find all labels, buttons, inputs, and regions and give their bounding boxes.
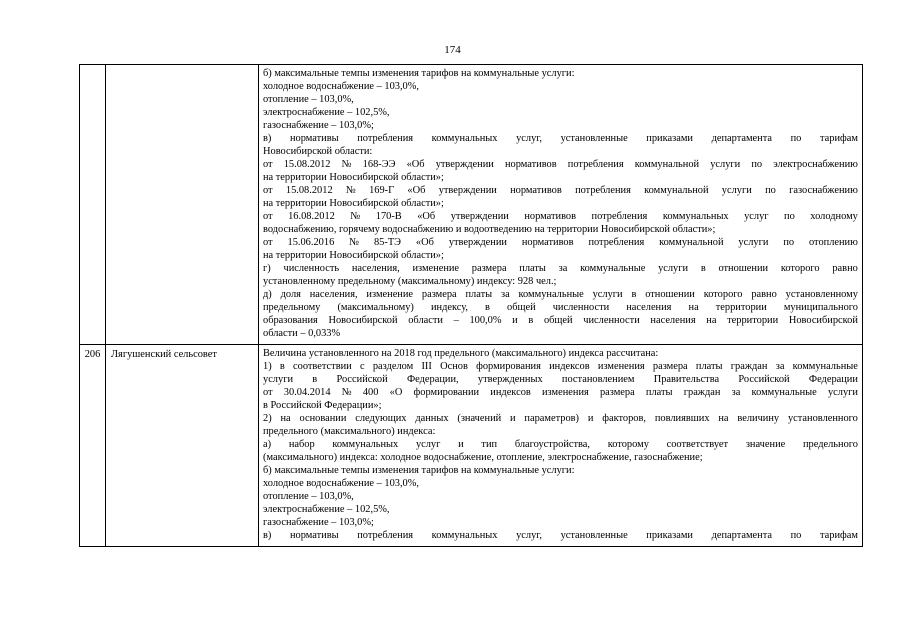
document-table bbox=[79, 64, 863, 547]
text-line: б) максимальные темпы изменения тарифов на коммунальные услуги: bbox=[263, 465, 575, 476]
text-line: на территории Новосибирской области»; bbox=[263, 198, 444, 209]
text-line: водоснабжению, горячему водоснабжению и водоотведению на территории Новосибирской области»; bbox=[263, 224, 716, 235]
text-line: электроснабжение – 102,5%, bbox=[263, 107, 390, 118]
row-number-cell: 206 bbox=[80, 345, 106, 547]
text-line: газоснабжение – 103,0%; bbox=[263, 120, 374, 131]
text-line: электроснабжение – 102,5%, bbox=[263, 504, 390, 515]
municipality-name-cell bbox=[106, 65, 259, 345]
text-line: отопление – 103,0%, bbox=[263, 94, 354, 105]
text-line: от 15.06.2016 № 85-ТЭ «Об утверждении нормативов потребления коммунальной услуги по отоплению bbox=[263, 237, 858, 248]
text-line: (максимального) индекса: холодное водоснабжение, отопление, электроснабжение, газоснабжение; bbox=[263, 452, 703, 463]
text-line: услуги в Российской Федерации, утвержденных постановлением Правительства Российской Федерации bbox=[263, 374, 858, 385]
row-number-cell bbox=[80, 65, 106, 345]
table-row bbox=[80, 345, 863, 547]
text-line: на территории Новосибирской области»; bbox=[263, 172, 444, 183]
text-line: газоснабжение – 103,0%; bbox=[263, 517, 374, 528]
text-line: в) нормативы потребления коммунальных услуг, установленные приказами департамента по тарифам bbox=[263, 133, 858, 144]
text-line: б) максимальные темпы изменения тарифов на коммунальные услуги: bbox=[263, 68, 575, 79]
text-line: установленному предельному (максимальному) индексу: 928 чел.; bbox=[263, 276, 557, 287]
details-cell bbox=[259, 345, 863, 547]
text-line: д) доля населения, изменение размера платы за коммунальные услуги в отношении которого равно установленному bbox=[263, 289, 858, 300]
municipality-name-cell: Лягушенский сельсовет bbox=[106, 345, 259, 547]
text-line: в Российской Федерации»; bbox=[263, 400, 382, 411]
text-line: г) численность населения, изменение размера платы за коммунальные услуги в отношении которого равно bbox=[263, 263, 858, 274]
details-cell bbox=[259, 65, 863, 345]
text-line: отопление – 103,0%, bbox=[263, 491, 354, 502]
text-line: от 15.08.2012 № 168-ЭЭ «Об утверждении нормативов потребления коммунальной услуги по электроснабжению bbox=[263, 159, 858, 170]
text-line: Новосибирской области: bbox=[263, 146, 373, 157]
text-line: образования Новосибирской области – 100,0% и в общей численности населения на территории Новосибирской bbox=[263, 315, 858, 326]
page-number: 174 bbox=[444, 44, 461, 56]
text-line: области – 0,033% bbox=[263, 328, 341, 339]
text-line: от 16.08.2012 № 170-В «Об утверждении нормативов потребления коммунальных услуг по холодному bbox=[263, 211, 858, 222]
text-line: холодное водоснабжение – 103,0%, bbox=[263, 81, 420, 92]
text-line: от 15.08.2012 № 169-Г «Об утверждении нормативов потребления коммунальной услуги по газоснабжению bbox=[263, 185, 858, 196]
text-line: предельному (максимальному) индексу, в общей численности населения на территории муниципального bbox=[263, 302, 858, 313]
text-line: а) набор коммунальных услуг и тип благоустройства, которому соответствует значение предельного bbox=[263, 439, 858, 450]
text-line: на территории Новосибирской области»; bbox=[263, 250, 444, 261]
text-line: 2) на основании следующих данных (значений и параметров) и факторов, повлиявших на величину установленного bbox=[263, 413, 858, 424]
table-row bbox=[80, 65, 863, 345]
text-line: предельного (максимального) индекса: bbox=[263, 426, 436, 437]
text-line: холодное водоснабжение – 103,0%, bbox=[263, 478, 420, 489]
text-line: Величина установленного на 2018 год предельного (максимального) индекса рассчитана: bbox=[263, 348, 659, 359]
text-line: от 30.04.2014 № 400 «О формировании индексов изменения размера платы граждан за коммунальные услуги bbox=[263, 387, 858, 398]
text-line: 1) в соответствии с разделом III Основ формирования индексов изменения размера платы граждан за коммунальные bbox=[263, 361, 858, 372]
text-line: в) нормативы потребления коммунальных услуг, установленные приказами департамента по тарифам bbox=[263, 530, 858, 541]
